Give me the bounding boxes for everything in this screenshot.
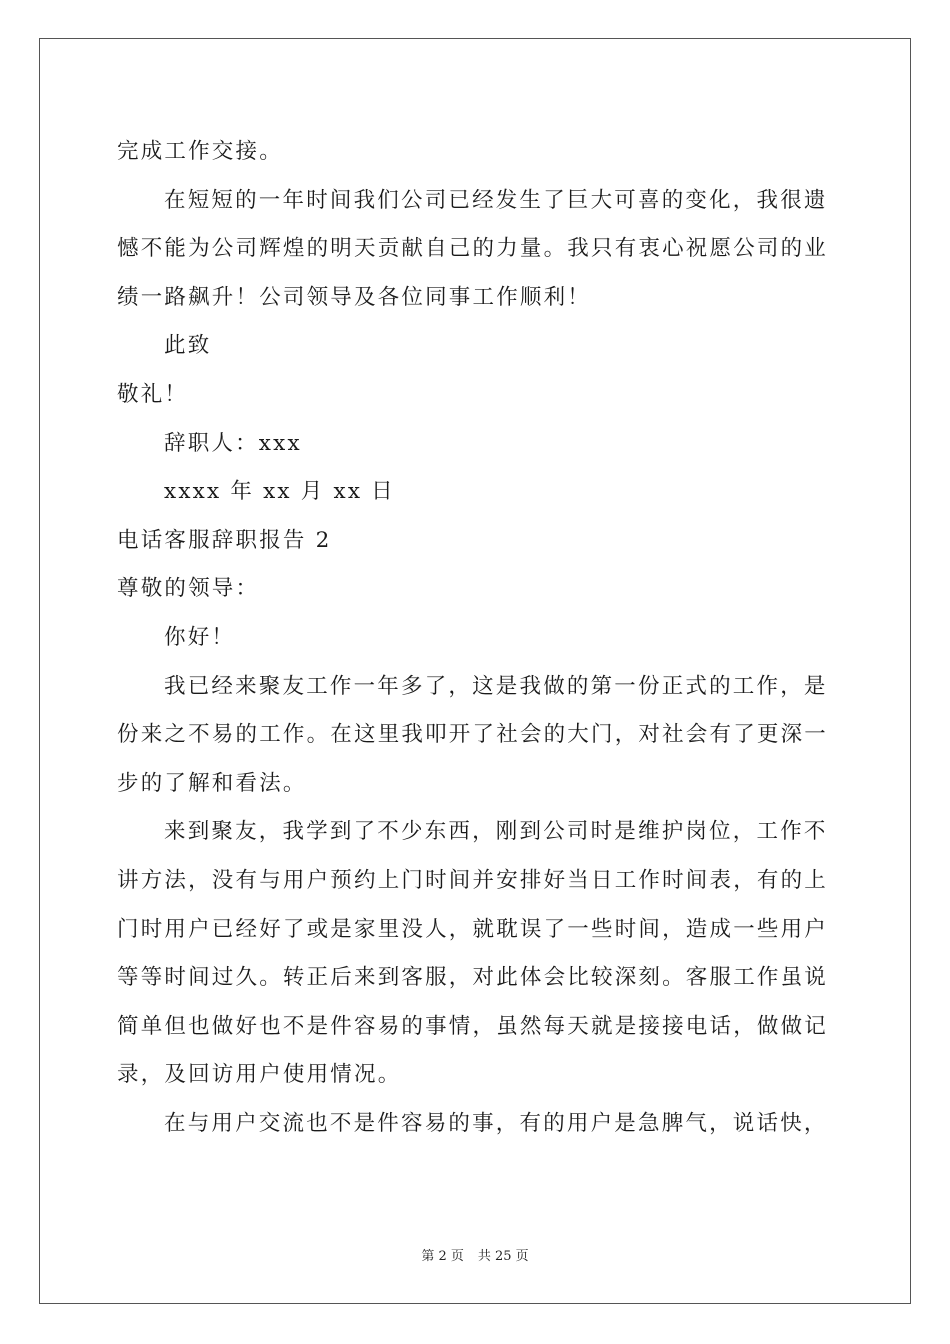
text-line: 录，及回访用户使用情况。 [117, 1062, 402, 1088]
page-footer [0, 1245, 950, 1264]
current-page-number: 第 2 页 [421, 1249, 464, 1264]
text-line: 憾不能为公司辉煌的明天贡献自己的力量。我只有衷心祝愿公司的业 [117, 236, 829, 262]
salutation: 尊敬的领导： [117, 576, 260, 602]
greeting: 你好！ [164, 624, 236, 650]
text-line: 步的了解和看法。 [117, 770, 307, 796]
text-line: 来到聚友，我学到了不少东西，刚到公司时是维护岗位，工作不 [164, 819, 828, 845]
total-page-count: 共 25 页 [477, 1249, 529, 1264]
document-body [117, 128, 833, 1148]
text-line: 讲方法，没有与用户预约上门时间并安排好当日工作时间表，有的上 [117, 867, 829, 893]
text-line: 辞职人：xxx [164, 430, 302, 456]
text-line: 完成工作交接。 [117, 139, 283, 164]
section-heading: 电话客服辞职报告 2 [117, 527, 332, 553]
text-line: 门时用户已经好了或是家里没人，就耽误了一些时间，造成一些用户 [117, 916, 829, 942]
text-line: 敬礼！ [117, 381, 189, 407]
text-line: 在与用户交流也不是件容易的事，有的用户是急脾气，说话快， [164, 1110, 828, 1136]
text-line: 简单但也做好也不是件容易的事情，虽然每天就是接接电话，做做记 [117, 1013, 829, 1039]
text-line: xxxx 年 xx 月 xx 日 [164, 479, 395, 505]
text-line: 在短短的一年时间我们公司已经发生了巨大可喜的变化，我很遗 [164, 187, 828, 213]
text-line: 等等时间过久。转正后来到客服，对此体会比较深刻。客服工作虽说 [117, 965, 829, 991]
text-line: 份来之不易的工作。在这里我叩开了社会的大门，对社会有了更深一 [117, 722, 829, 748]
text-line: 此致 [164, 333, 212, 359]
text-line: 绩一路飙升！公司领导及各位同事工作顺利！ [117, 284, 592, 310]
text-line: 我已经来聚友工作一年多了，这是我做的第一份正式的工作，是 [164, 673, 828, 699]
